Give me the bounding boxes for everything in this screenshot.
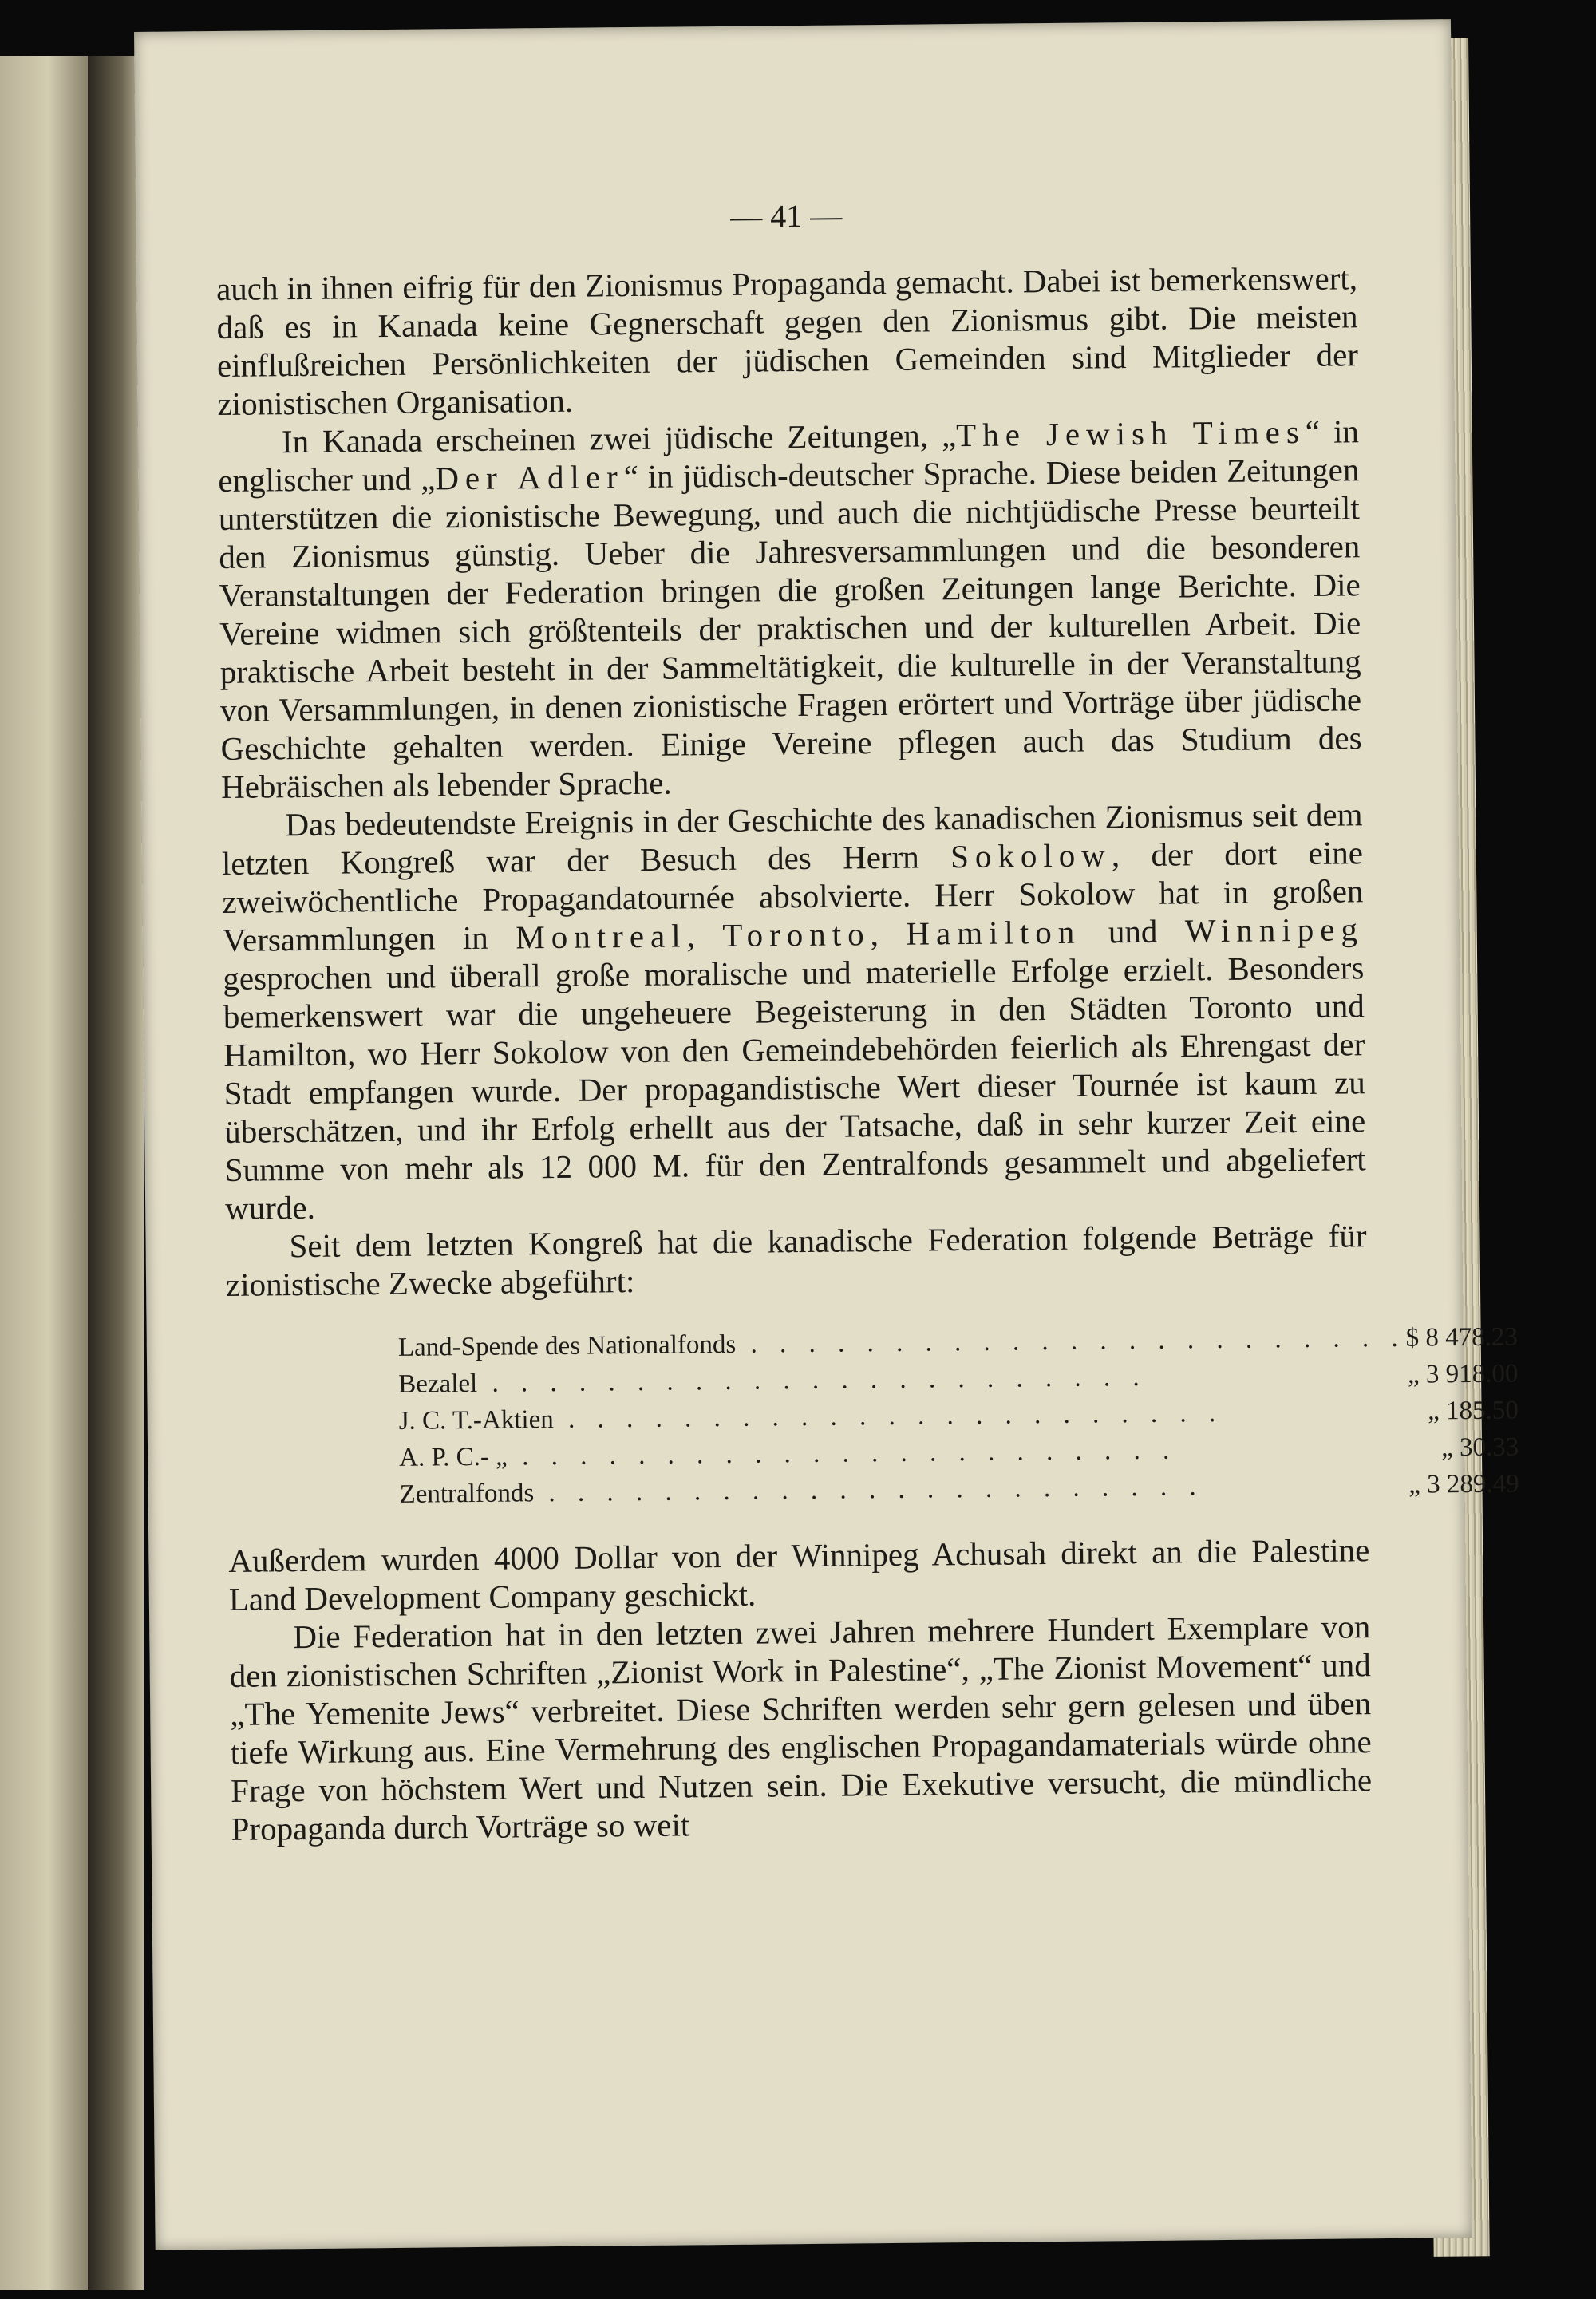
page-number: — 41 — <box>730 197 843 235</box>
fund-label: Land-Spende des Nationalfonds <box>397 1329 737 1362</box>
paragraph-3-t1: Das bedeutendste Ereignis in der Geschichte des kanadischen Zionismus seit dem letzten Kongreß war der Besuch des Herrn <box>221 796 1363 882</box>
paragraph-3 <box>221 795 1366 1227</box>
dot-leader: . . . . . . . . . . . . . . . . . . . . . . . <box>736 1323 1406 1359</box>
paragraph-2-intro: In Kanada erscheinen zwei jüdische Zeitungen, „ <box>281 417 957 460</box>
city-toronto: Toronto <box>722 915 871 954</box>
dot-leader: . . . . . . . . . . . . . . . . . . . . . . . <box>477 1362 1148 1398</box>
fund-label: A. P. C.- „ <box>398 1442 508 1472</box>
newspaper-jewish-times: The Jewish Times <box>955 413 1306 454</box>
left-page-edge <box>0 56 88 2290</box>
paragraph-4: Seit dem letzten Kongreß hat die kanadische Federation folgende Beträge für zionistische Zwecke abgeführt: <box>225 1217 1367 1303</box>
paragraph-1: auch in ihnen eifrig für den Zionismus Propaganda gemacht. Dabei ist bemerkenswert, daß es in Kanada keine Gegnerschaft gegen den Zionismus gibt. Die meisten einflußreichen Persönlichkeiten der jüdischen Gemeinden sind Mitglieder der zionistischen Organisation. <box>215 259 1359 423</box>
dot-leader: . . . . . . . . . . . . . . . . . . . . . . . <box>534 1472 1204 1508</box>
paragraph-2 <box>218 412 1363 806</box>
dot-leader: . . . . . . . . . . . . . . . . . . . . . . . <box>507 1436 1178 1471</box>
fund-amount: „ 185.50 <box>1427 1396 1519 1426</box>
paragraph-5: Außerdem wurden 4000 Dollar von der Winnipeg Achusah direkt an die Palestine Land Development Company geschickt. <box>228 1531 1370 1618</box>
fund-label: Zentralfonds <box>399 1479 535 1509</box>
conjunction: und <box>1080 912 1186 950</box>
newspaper-der-adler: Der Adler <box>435 458 624 497</box>
book-page <box>134 19 1519 2250</box>
fund-amount: „ 3 918.00 <box>1407 1359 1519 1389</box>
city-hamilton: Hamilton <box>906 913 1081 952</box>
paragraph-3-t3: gesprochen und überall große moralische und materielle Erfolge erzielt. Besonders bemerkenswert war die ungeheuere Begeisterung in den Städten Toronto und Hamilton, wo Herr Sokolow von den Gemeindebehörden feierlich als Ehrengast der Stadt empfangen wurde. Der propagandistische Wert dieser Tournée ist kaum zu überschätzen, und ihr Erfolg erhellt aus der Tatsache, daß in sehr kurzer Zeit eine Summe von mehr als 12 000 M. für den Zentralfonds gesammelt und abgeliefert wurde. <box>223 949 1366 1227</box>
fund-label: J. C. T.-Aktien <box>398 1405 554 1436</box>
paragraph-2-body: Sprache. Diese beiden Zeitungen unterstützen die zionistische Bewegung, und auch die nichtjüdische Presse beurteilt den Zionismus günstig. Ueber die Jahresversammlungen und die besonderen Veranstaltungen der Federation bringen die großen Zeitungen lange Berichte. Die Vereine widmen sich größtenteils der praktischen und der kulturellen Arbeit. Die praktische Arbeit besteht in der Sammeltätigkeit, die kulturelle in der Veranstaltung von Versammlungen, in denen zionistische Fragen erörtert und Vorträge über jüdische Geschichte gehalten werden. Einige Vereine pflegen auch das Studium des Hebräischen als lebender Sprache. <box>218 451 1362 805</box>
city-winnipeg: Winnipeg <box>1184 911 1365 950</box>
name-sokolow: Sokolow <box>950 836 1112 875</box>
paragraph-2-mid1: “ in englischer und „ <box>218 413 1360 500</box>
separator: , <box>686 916 723 954</box>
fund-amount: „ 3 289.49 <box>1408 1469 1519 1499</box>
fund-label: Bezalel <box>398 1369 478 1399</box>
dot-leader: . . . . . . . . . . . . . . . . . . . . . . . <box>553 1398 1224 1435</box>
separator: , <box>870 914 907 953</box>
fund-amount: „ 30.33 <box>1440 1432 1519 1463</box>
book-gutter <box>88 56 144 2290</box>
page-text <box>215 192 1519 1848</box>
paragraph-6: Die Federation hat in den letzten zwei Jahren mehrere Hundert Exemplare von den zionistischen Schriften „Zionist Work in Palestine“, „The Zionist Movement“ und „The Yemenite Jews“ verbreitet. Diese Schriften werden sehr gern gelesen und üben tiefe Wirkung aus. Eine Vermehrung des englischen Propagandamaterials würde ohne Frage von höchstem Wert und Nutzen sein. Die Exekutive versucht, die mündliche Propaganda durch Vorträge so weit <box>229 1608 1373 1847</box>
paragraph-2-mid2: “ in jüdisch-deutscher <box>623 455 914 496</box>
fund-amount: $ 8 478.23 <box>1405 1322 1519 1353</box>
paragraph-3-t2: , der dort eine zweiwöchentliche Propagandatournée absolvierte. Herr Sokolow hat in großen Versammlungen in <box>222 834 1364 958</box>
city-montreal: Montreal <box>516 917 687 956</box>
contributions-table <box>398 1318 1519 1512</box>
